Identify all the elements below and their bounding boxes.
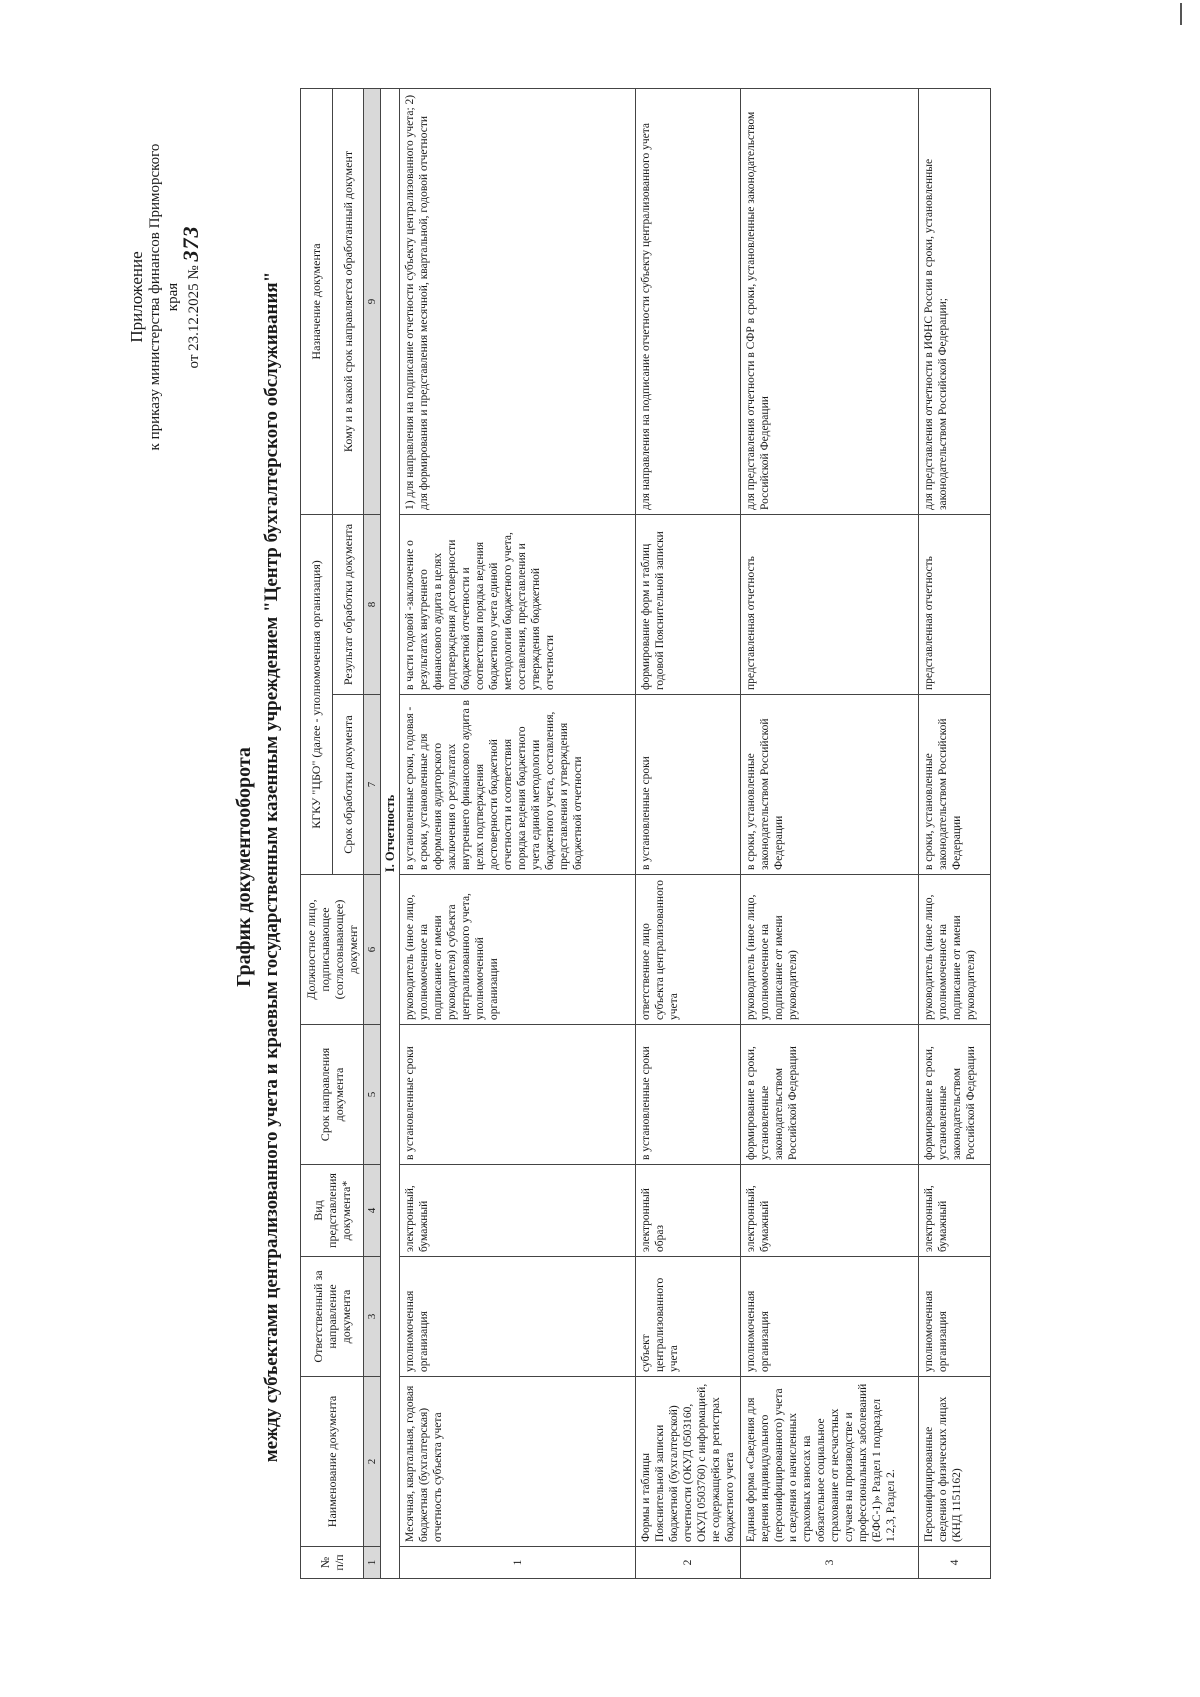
cell-proc-deadline: в установленные сроки bbox=[636, 695, 741, 875]
header-kind: Вид представления документа* bbox=[301, 1165, 364, 1257]
appendix-order-number: 373 bbox=[178, 225, 203, 262]
cell-name: Месячная, квартальная, годовая бюджетная (бухгалтерская) отчетность субъекта учета bbox=[400, 1377, 636, 1547]
cell-num: 4 bbox=[919, 1547, 991, 1579]
col-number: 9 bbox=[364, 88, 381, 514]
cell-responsible: уполномоченная организация bbox=[400, 1257, 636, 1377]
cell-proc-result: представленная отчетность bbox=[919, 514, 991, 694]
col-number: 5 bbox=[364, 1025, 381, 1165]
appendix-date-line bbox=[178, 132, 203, 462]
appendix-date-prefix: от bbox=[186, 354, 202, 369]
col-number: 4 bbox=[364, 1165, 381, 1257]
col-number: 3 bbox=[364, 1257, 381, 1377]
appendix-order-ref: к приказу министерства финансов Приморского края bbox=[147, 143, 181, 451]
cell-deadline: формирование в сроки, установленные законодательством Российской Федерации bbox=[741, 1025, 919, 1165]
cell-signer: руководитель (иное лицо, уполномоченное на подписание от имени руководителя) bbox=[741, 875, 919, 1025]
title-subtitle: между субъектами централизованного учета и краевым государственным казенным учреждением "Центр бухгалтерского обслуживания" bbox=[261, 271, 282, 1463]
cell-proc-result: формирование форм и таблиц годовой Пояснительной записки bbox=[636, 514, 741, 694]
cell-proc-deadline: в сроки, установленные законодательством Российской Федерации bbox=[741, 695, 919, 875]
header-purpose-group: Назначение документа bbox=[301, 88, 333, 514]
table-row bbox=[741, 88, 919, 1578]
table-row bbox=[400, 88, 636, 1578]
cell-responsible: субъект централизованного учета bbox=[636, 1257, 741, 1377]
header-org-group: КГКУ "ЦБО" (далее - уполномоченная организация) bbox=[301, 514, 333, 874]
col-number: 6 bbox=[364, 875, 381, 1025]
header-responsible: Ответственный за направление документа bbox=[301, 1257, 364, 1377]
document-title bbox=[232, 167, 284, 1567]
cell-responsible: уполномоченная организация bbox=[741, 1257, 919, 1377]
cell-kind: электронный, бумажный bbox=[400, 1165, 636, 1257]
cell-num: 1 bbox=[400, 1547, 636, 1579]
header-signer: Должностное лицо, подписывающее (согласовывающее) документ bbox=[301, 875, 364, 1025]
scan-edge-mark bbox=[1180, 3, 1182, 25]
cell-num: 3 bbox=[741, 1547, 919, 1579]
cell-purpose: для представления отчетности в ИФНС России в сроки, установленные законодательством Российской Федерации; bbox=[919, 88, 991, 514]
cell-deadline: в установленные сроки bbox=[636, 1025, 741, 1165]
document-flow-table bbox=[300, 88, 991, 1579]
header-proc-result: Результат обработки документа bbox=[332, 514, 364, 694]
cell-kind: электронный, бумажный bbox=[741, 1165, 919, 1257]
header-deadline: Срок направления документа bbox=[301, 1025, 364, 1165]
cell-purpose: для направления на подписание отчетности субъекту централизованного учета bbox=[636, 88, 741, 514]
cell-signer: руководитель (иное лицо, уполномоченное на подписание от имени руководителя) субъекта централизованного учета, уполномоченной организации bbox=[400, 875, 636, 1025]
cell-name: Формы и таблицы Пояснительной записки бюджетной (бухгалтерской) отчетности (ОКУД 0503160, ОКУД 0503760) с информацией, не содержащейся в регистрах бюджетного учета bbox=[636, 1377, 741, 1547]
cell-deadline: в установленные сроки bbox=[400, 1025, 636, 1165]
appendix-stamp bbox=[128, 132, 203, 462]
cell-kind: электронный образ bbox=[636, 1165, 741, 1257]
appendix-date: 23.12.2025 № bbox=[186, 265, 202, 351]
col-number: 8 bbox=[364, 514, 381, 694]
cell-kind: электронный, бумажный bbox=[919, 1165, 991, 1257]
cell-name: Персонифицированные сведения о физических лицах (КНД 1151162) bbox=[919, 1377, 991, 1547]
cell-deadline: формирование в сроки, установленные законодательством Российской Федерации bbox=[919, 1025, 991, 1165]
cell-signer: ответственное лицо субъекта централизованного учета bbox=[636, 875, 741, 1025]
table-row bbox=[636, 88, 741, 1578]
table-row bbox=[919, 88, 991, 1578]
col-number: 7 bbox=[364, 695, 381, 875]
cell-proc-result: представленная отчетность bbox=[741, 514, 919, 694]
cell-signer: руководитель (иное лицо, уполномоченное на подписание от имени руководителя) bbox=[919, 875, 991, 1025]
cell-proc-deadline: в установленные сроки, годовая - в сроки, установленные для оформления аудиторского заключения о результатах внутреннего финансового аудита в целях подтверждения достоверности бюджетной отчетности и соответствия порядка ведения бюджетного учета единой методологии бюджетного учета, составления, представления и утверждения бюджетной отчетности bbox=[400, 695, 636, 875]
table-header-row bbox=[301, 88, 333, 1578]
section-title: I. Отчетность bbox=[381, 88, 400, 1578]
column-number-row bbox=[364, 88, 381, 1578]
cell-proc-deadline: в сроки, установленные законодательством Российской Федерации bbox=[919, 695, 991, 875]
appendix-label: Приложение bbox=[127, 251, 146, 343]
header-num: № п/п bbox=[301, 1547, 364, 1579]
col-number: 2 bbox=[364, 1377, 381, 1547]
header-purpose: Кому и в какой срок направляется обработанный документ bbox=[332, 88, 364, 514]
cell-purpose: для представления отчетности в СФР в сроки, установленные законодательством Российской Федерации bbox=[741, 88, 919, 514]
section-heading-row bbox=[381, 88, 400, 1578]
cell-num: 2 bbox=[636, 1547, 741, 1579]
cell-name: Единая форма «Сведения для ведения индивидуального (персонифицированного) учета и сведения о начисленных страховых взносах на обязательное социальное страхование от несчастных случаев на производстве и профессиональных заболеваний (ЕФС-1)» Раздел 1 подраздел 1.2,3, Раздел 2. bbox=[741, 1377, 919, 1547]
header-name: Наименование документа bbox=[301, 1377, 364, 1547]
cell-purpose: 1) для направления на подписание отчетности субъекту централизованного учета; 2) для формирования и представления месячной, квартальной, годовой отчетности bbox=[400, 88, 636, 514]
col-number: 1 bbox=[364, 1547, 381, 1579]
cell-proc-result: в части годовой -заключение о результатах внутреннего финансового аудита в целях подтверждения достоверности бюджетной отчетности и соответствия порядка ведения бюджетного учета единой методологии бюджетного учета, составления, представления и утверждения бюджетной отчетности bbox=[400, 514, 636, 694]
title-main: График документооборота bbox=[233, 747, 255, 987]
cell-responsible: уполномоченная организация bbox=[919, 1257, 991, 1377]
header-proc-deadline: Срок обработки документа bbox=[332, 695, 364, 875]
